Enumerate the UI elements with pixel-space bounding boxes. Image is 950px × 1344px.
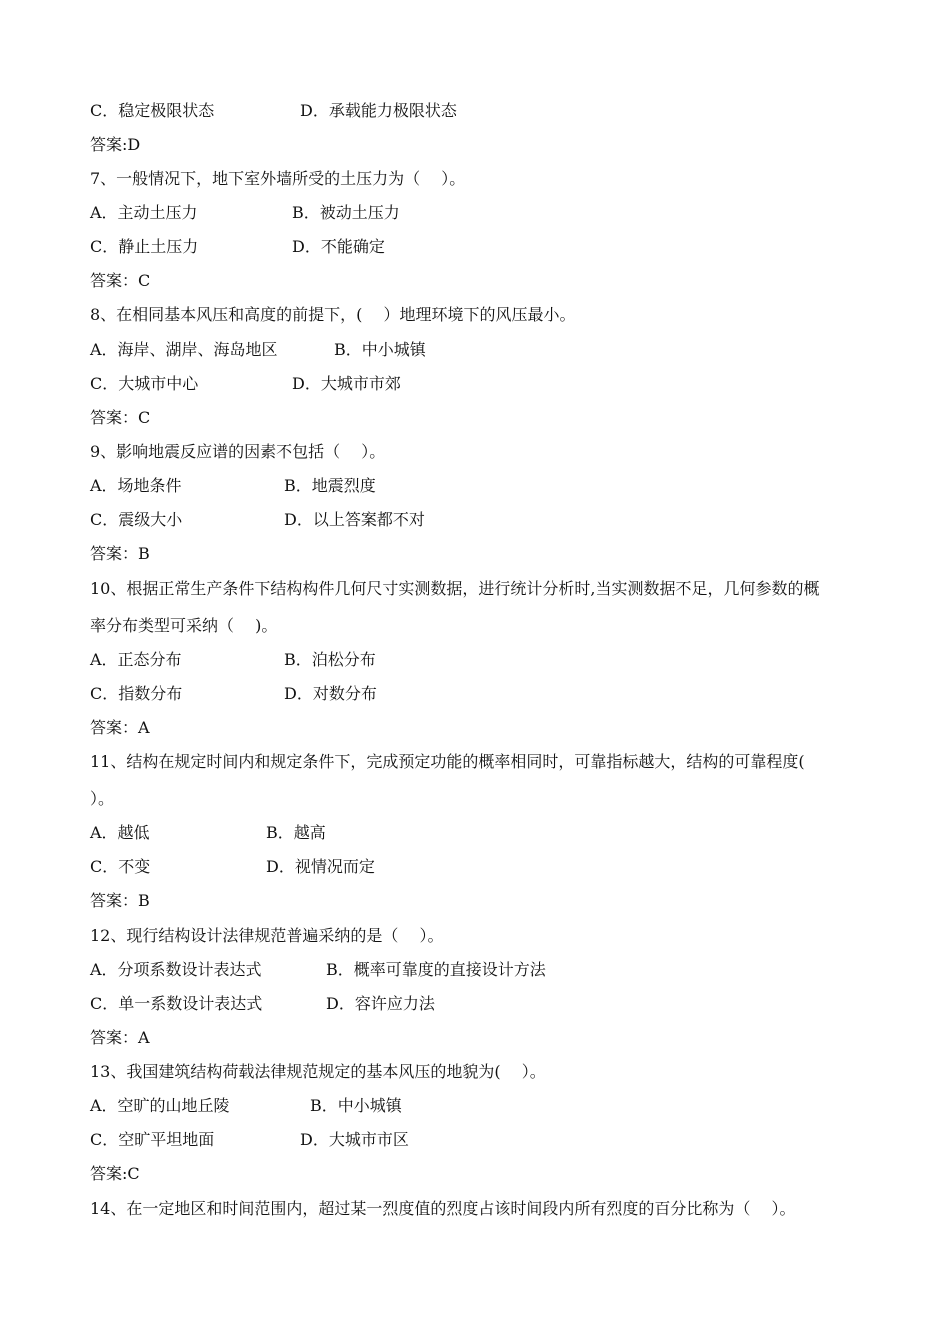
- answer-q7: 答案：C: [90, 271, 151, 290]
- option-d-q9: D．以上答案都不对: [284, 510, 425, 529]
- question-10-line1: 10、根据正常生产条件下结构构件几何尺寸实测数据，进行统计分析时,当实测数据不足，几何参数的概: [90, 579, 820, 598]
- option-a-q11: A．越低: [90, 823, 150, 842]
- question-9: 9、影响地震反应谱的因素不包括（ ）。: [90, 442, 386, 461]
- option-c-q13: C．空旷平坦地面: [90, 1130, 215, 1149]
- option-a-q10: A．正态分布: [90, 650, 182, 669]
- option-d-q12: D．容许应力法: [326, 994, 435, 1013]
- option-b-q8: B．中小城镇: [334, 340, 426, 359]
- option-c-q7: C．静止土压力: [90, 237, 199, 256]
- option-d-q11: D．视情况而定: [266, 857, 375, 876]
- answer-q10: 答案：A: [90, 718, 150, 737]
- option-a-q8: A．海岸、湖岸、海岛地区: [90, 340, 278, 359]
- option-b-q9: B．地震烈度: [284, 476, 376, 495]
- option-a-q7: A．主动土压力: [90, 203, 198, 222]
- answer-q13: 答案:C: [90, 1164, 140, 1183]
- question-13: 13、我国建筑结构荷载法律规范规定的基本风压的地貌为( ）。: [90, 1062, 546, 1081]
- question-10-line2: 率分布类型可采纳（ )。: [90, 616, 278, 635]
- question-8: 8、在相同基本风压和高度的前提下，( ）地理环境下的风压最小。: [90, 305, 576, 324]
- question-12: 12、现行结构设计法律规范普遍采纳的是（ ）。: [90, 926, 444, 945]
- answer-q11: 答案：B: [90, 891, 150, 910]
- question-7: 7、一般情况下，地下室外墙所受的土压力为（ ）。: [90, 169, 466, 188]
- option-c-q10: C．指数分布: [90, 684, 183, 703]
- option-a-q13: A．空旷的山地丘陵: [90, 1096, 230, 1115]
- answer-q6: 答案:D: [90, 135, 141, 154]
- option-a-q9: A．场地条件: [90, 476, 182, 495]
- question-11-line2: ）。: [90, 789, 115, 808]
- option-b-q12: B．概率可靠度的直接设计方法: [326, 960, 546, 979]
- question-11-line1: 11、结构在规定时间内和规定条件下，完成预定功能的概率相同时，可靠指标越大，结构的可靠程度(: [90, 752, 805, 771]
- option-b-q10: B．泊松分布: [284, 650, 376, 669]
- question-14: 14、在一定地区和时间范围内，超过某一烈度值的烈度占该时间段内所有烈度的百分比称为（ ）。: [90, 1199, 796, 1218]
- answer-q9: 答案：B: [90, 544, 150, 563]
- option-d-q10: D．对数分布: [284, 684, 377, 703]
- option-d-q7: D．不能确定: [292, 237, 385, 256]
- option-c-q9: C．震级大小: [90, 510, 183, 529]
- option-b-q13: B．中小城镇: [310, 1096, 402, 1115]
- answer-q8: 答案：C: [90, 408, 151, 427]
- option-c-q6: C．稳定极限状态: [90, 101, 215, 120]
- option-c-q12: C．单一系数设计表达式: [90, 994, 263, 1013]
- answer-q12: 答案：A: [90, 1028, 150, 1047]
- option-c-q11: C．不变: [90, 857, 151, 876]
- option-b-q7: B．被动土压力: [292, 203, 400, 222]
- option-b-q11: B．越高: [266, 823, 326, 842]
- option-d-q8: D．大城市市郊: [292, 374, 401, 393]
- option-a-q12: A．分项系数设计表达式: [90, 960, 262, 979]
- option-d-q13: D．大城市市区: [300, 1130, 409, 1149]
- option-c-q8: C．大城市中心: [90, 374, 199, 393]
- option-d-q6: D．承载能力极限状态: [300, 101, 457, 120]
